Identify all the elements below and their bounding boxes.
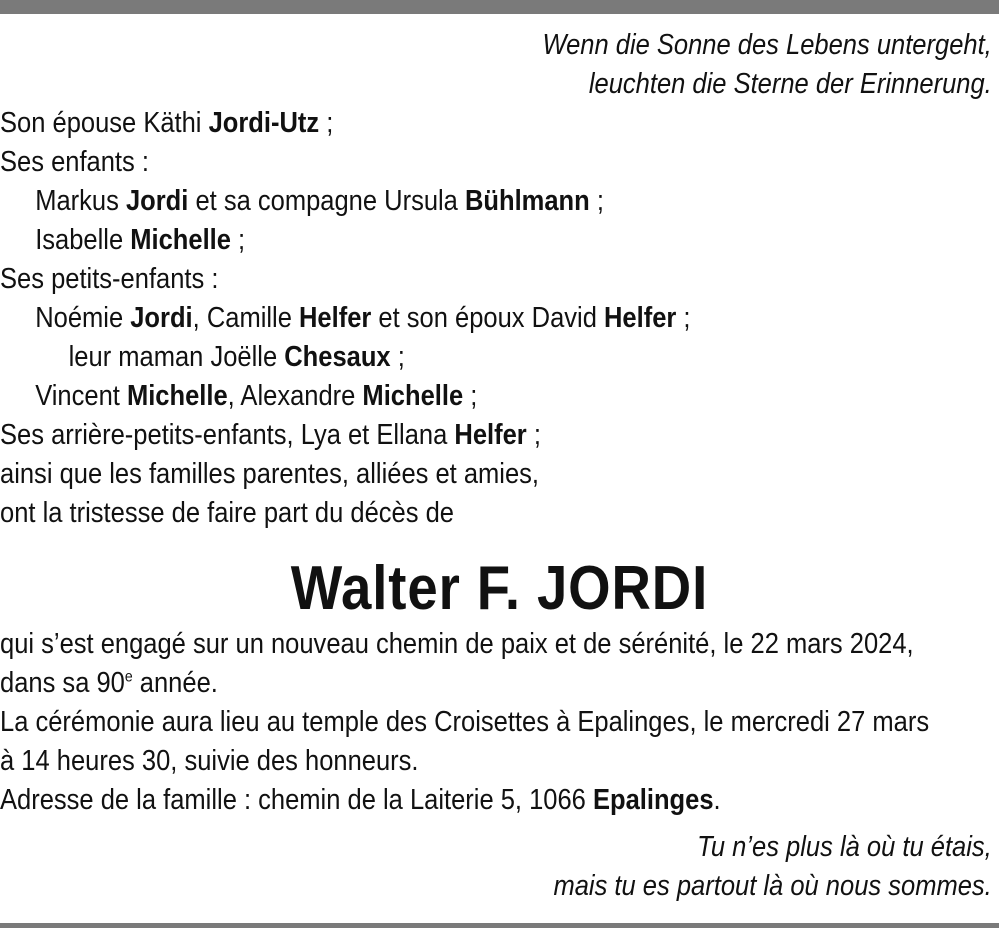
punctuation: ;	[463, 380, 478, 412]
grandchild-text: Vincent	[35, 380, 127, 412]
grandchild-text: Noémie	[35, 302, 131, 334]
child-text: Markus	[35, 185, 126, 217]
family-list	[0, 104, 999, 533]
grandchildren-heading: Ses petits-enfants :	[0, 263, 219, 295]
grandchild-text: et son époux David	[371, 302, 604, 334]
spouse-surname: Helfer	[603, 302, 677, 334]
opening-quote	[0, 14, 999, 104]
grandchild-mother-line	[0, 338, 999, 377]
opening-quote-line-2: leuchten die Sterne der Erinnerung.	[588, 68, 992, 100]
punctuation: .	[713, 784, 721, 816]
top-border	[0, 0, 999, 14]
spouse-line	[0, 104, 999, 143]
spouse-surname: Jordi-Utz	[208, 107, 320, 139]
punctuation: ;	[319, 107, 334, 139]
details-block	[0, 625, 999, 820]
children-heading: Ses enfants :	[0, 146, 149, 178]
obituary-notice	[0, 14, 992, 906]
relatives-line: ainsi que les familles parentes, alliées et amies,	[0, 458, 540, 490]
child-line-1	[0, 182, 999, 221]
punctuation: ;	[676, 302, 691, 334]
announcement-line: ont la tristesse de faire part du décès de	[0, 497, 454, 529]
age-text: année.	[132, 667, 218, 699]
child-text: et sa compagne Ursula	[188, 185, 465, 217]
great-grandchildren-text: Ses arrière-petits-enfants, Lya et Ellana	[0, 419, 455, 451]
mother-text: leur maman Joëlle	[68, 341, 285, 373]
grandchild-line-1	[0, 299, 999, 338]
punctuation: ;	[589, 185, 604, 217]
grandchild-surname: Helfer	[298, 302, 372, 334]
child-surname: Jordi	[125, 185, 189, 217]
address-town: Epalinges	[592, 784, 714, 816]
grandchild-line-2	[0, 377, 999, 416]
deceased-name: Walter F. JORDI	[290, 554, 709, 623]
details-line-2	[0, 664, 999, 703]
child-surname: Michelle	[130, 224, 231, 256]
spouse-text: Son épouse Käthi	[0, 107, 209, 139]
grandchild-surname: Jordi	[130, 302, 193, 334]
child-text: Isabelle	[35, 224, 131, 256]
great-grandchildren-surname: Helfer	[454, 419, 527, 451]
ceremony-line-2: à 14 heures 30, suivie des honneurs.	[0, 745, 419, 777]
closing-quote-line-2: mais tu es partout là où nous sommes.	[553, 870, 992, 902]
grandchild-surname: Michelle	[126, 380, 228, 412]
great-grandchildren-line	[0, 416, 999, 455]
child-line-2	[0, 221, 999, 260]
bottom-border	[0, 923, 999, 928]
ordinal-superscript: e	[124, 668, 133, 686]
grandchild-text: , Alexandre	[227, 380, 363, 412]
details-line-1: qui s’est engagé sur un nouveau chemin de paix et de sérénité, le 22 mars 2024,	[0, 628, 914, 660]
grandchild-surname: Michelle	[362, 380, 464, 412]
closing-quote-line-1: Tu n’es plus là où tu étais,	[697, 831, 992, 863]
punctuation: ;	[390, 341, 405, 373]
opening-quote-line-1: Wenn die Sonne des Lebens untergeht,	[542, 29, 992, 61]
family-address	[0, 781, 999, 820]
punctuation: ;	[526, 419, 541, 451]
closing-quote	[0, 828, 999, 906]
grandchild-text: , Camille	[192, 302, 299, 334]
ceremony-line-1: La cérémonie aura lieu au temple des Croisettes à Epalinges, le mercredi 27 mars	[0, 706, 930, 738]
address-text: Adresse de la famille : chemin de la Laiterie 5, 1066	[0, 784, 593, 816]
partner-surname: Bühlmann	[464, 185, 590, 217]
punctuation: ;	[230, 224, 246, 256]
mother-surname: Chesaux	[284, 341, 391, 373]
age-text: dans sa 90	[0, 667, 125, 699]
